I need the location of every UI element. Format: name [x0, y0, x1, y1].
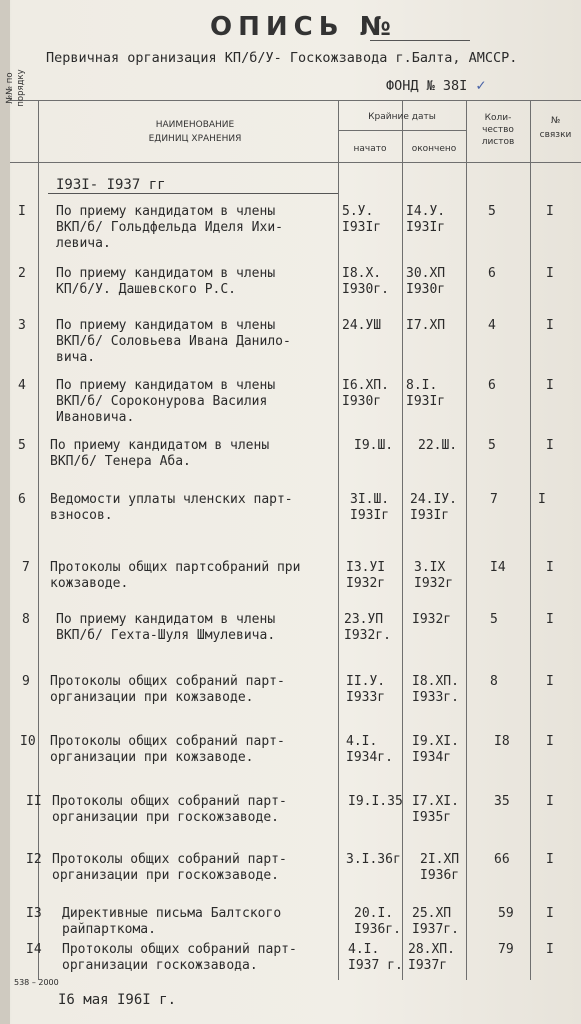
row-end-date: I7.ХI. I935г [412, 794, 459, 825]
row-number: 6 [18, 492, 26, 507]
row-number: I3 [26, 906, 42, 921]
row-bundle: I [546, 906, 554, 921]
row-bundle: I [546, 794, 554, 809]
row-start-date: 4.I. I937 г. [348, 942, 403, 973]
column-header-bundle-line2: связки [539, 130, 572, 140]
column-header-number: №№ по порядку [5, 69, 26, 107]
row-name: Протоколы общих собраний парт- организации при госкожзаводе. [52, 852, 287, 883]
row-sheets: 66 [494, 852, 510, 867]
row-number: 8 [22, 612, 30, 627]
row-end-date: 30.ХП I930г [406, 266, 446, 297]
row-end-date: 25.ХП I937г. [412, 906, 459, 937]
row-sheets: 5 [490, 612, 498, 627]
row-sheets: 7 [490, 492, 498, 507]
column-header-sheets-line1: Коли- [484, 113, 512, 123]
row-number: 5 [18, 438, 26, 453]
row-start-date: 5.У. I93Iг [342, 204, 382, 235]
period-underline [48, 193, 338, 194]
row-name: Протоколы общих партсобраний при кожзаводе. [50, 560, 301, 591]
row-bundle: I [546, 852, 554, 867]
column-header-sheets-line3: листов [481, 137, 515, 147]
row-start-date: 4.I. I934г. [346, 734, 393, 765]
row-sheets: 5 [488, 204, 496, 219]
row-sheets: 5 [488, 438, 496, 453]
row-bundle: I [546, 734, 554, 749]
row-sheets: I8 [494, 734, 510, 749]
row-end-date: I4.У. I93Iг [406, 204, 446, 235]
row-start-date: I8.Х. I930г. [342, 266, 389, 297]
organization-subtitle: Первичная организация КП/б/У- Госкожзавода г.Балта, АМССР. [46, 50, 518, 66]
column-header-end: окончено [411, 144, 457, 154]
row-name: Протоколы общих собраний парт- организации при госкожзаводе. [52, 794, 287, 825]
row-name: По приему кандидатом в члены ВКП/б/ Гольдфельда Иделя Ихи- левича. [56, 204, 283, 251]
row-bundle: I [546, 612, 554, 627]
column-header-dates: Крайние даты [368, 112, 436, 122]
row-number: 2 [18, 266, 26, 281]
row-start-date: I9.Ш. [354, 438, 394, 453]
row-end-date: 24.IУ. I93Iг [410, 492, 457, 523]
document-date: I6 мая I96I г. [58, 992, 177, 1008]
row-start-date: 23.УП I932г. [344, 612, 391, 643]
row-end-date: I932г [412, 612, 452, 627]
form-code: 538 – 2000 [14, 978, 59, 987]
row-number: I0 [20, 734, 36, 749]
row-bundle: I [546, 560, 554, 575]
row-sheets: 59 [498, 906, 514, 921]
column-header-name-line1: НАИМЕНОВАНИЕ [155, 120, 235, 130]
row-sheets: 4 [488, 318, 496, 333]
row-number: I [18, 204, 26, 219]
column-header-bundle-line1: № [550, 116, 561, 126]
row-end-date: 8.I. I93Iг [406, 378, 446, 409]
column-header-name [60, 118, 330, 146]
row-name: По приему кандидатом в члены КП/б/У. Дашевского Р.С. [56, 266, 276, 297]
row-name: По приему кандидатом в члены ВКП/б/ Соловьева Ивана Данило- вича. [56, 318, 291, 365]
row-end-date: 28.ХП. I937г [408, 942, 455, 973]
row-number: II [26, 794, 42, 809]
row-end-date: 22.Ш. [418, 438, 458, 453]
document-title: ОПИСЬ № [210, 12, 397, 42]
row-name: Протоколы общих собраний парт- организации при кожзаводе. [50, 734, 285, 765]
row-start-date: 20.I. I936г. [354, 906, 401, 937]
row-end-date: 3.IХ I932г [414, 560, 454, 591]
row-start-date: II.У. I933г [346, 674, 386, 705]
row-sheets: 35 [494, 794, 510, 809]
row-bundle: I [546, 942, 554, 957]
row-bundle: I [546, 438, 554, 453]
row-bundle: I [546, 318, 554, 333]
row-name: Протоколы общих собраний парт- организации госкожзавода. [62, 942, 297, 973]
row-name: Протоколы общих собраний парт- организации при кожзаводе. [50, 674, 285, 705]
row-start-date: 3I.Ш. I93Iг [350, 492, 390, 523]
row-start-date: I6.ХП. I930г [342, 378, 389, 409]
row-name: Ведомости уплаты членских парт- взносов. [50, 492, 293, 523]
row-bundle: I [546, 204, 554, 219]
row-number: 4 [18, 378, 26, 393]
fond-label: ФОНД № 38I [386, 78, 468, 94]
row-start-date: 3.I.36г [346, 852, 401, 867]
row-sheets: 8 [490, 674, 498, 689]
period-heading: I93I- I937 гг [56, 177, 166, 193]
row-bundle: I [538, 492, 546, 507]
column-header-bundle [530, 114, 581, 142]
row-end-date: I7.ХП [406, 318, 446, 333]
title-underline [370, 40, 470, 41]
row-name: Директивные письма Балтского райпарткома. [62, 906, 282, 937]
row-name: По приему кандидатом в члены ВКП/б/ Сороконурова Василия Ивановича. [56, 378, 276, 425]
column-header-sheets-line2: чество [482, 125, 514, 135]
column-header-start: начато [353, 144, 387, 154]
column-header-sheets [466, 112, 530, 148]
row-end-date: I8.ХП. I933г. [412, 674, 459, 705]
row-name: По приему кандидатом в члены ВКП/б/ Гехта-Шуля Шмулевича. [56, 612, 276, 643]
row-sheets: 79 [498, 942, 514, 957]
row-number: 3 [18, 318, 26, 333]
column-header-name-line2: ЕДИНИЦ ХРАНЕНИЯ [148, 134, 242, 144]
row-number: 7 [22, 560, 30, 575]
row-sheets: 6 [488, 378, 496, 393]
row-start-date: I3.УI I932г [346, 560, 386, 591]
row-sheets: 6 [488, 266, 496, 281]
row-number: I2 [26, 852, 42, 867]
fond-number [386, 78, 487, 94]
row-bundle: I [546, 266, 554, 281]
row-name: По приему кандидатом в члены ВКП/б/ Тенера Аба. [50, 438, 270, 469]
row-end-date: I9.ХI. I934г [412, 734, 459, 765]
page-edge [0, 0, 10, 1024]
check-mark-icon: ✓ [475, 78, 487, 94]
row-start-date: I9.I.35 [348, 794, 403, 809]
row-number: I4 [26, 942, 42, 957]
row-bundle: I [546, 378, 554, 393]
row-start-date: 24.УШ [342, 318, 382, 333]
row-end-date: 2I.ХП I936г [420, 852, 460, 883]
row-number: 9 [22, 674, 30, 689]
row-bundle: I [546, 674, 554, 689]
row-sheets: I4 [490, 560, 506, 575]
